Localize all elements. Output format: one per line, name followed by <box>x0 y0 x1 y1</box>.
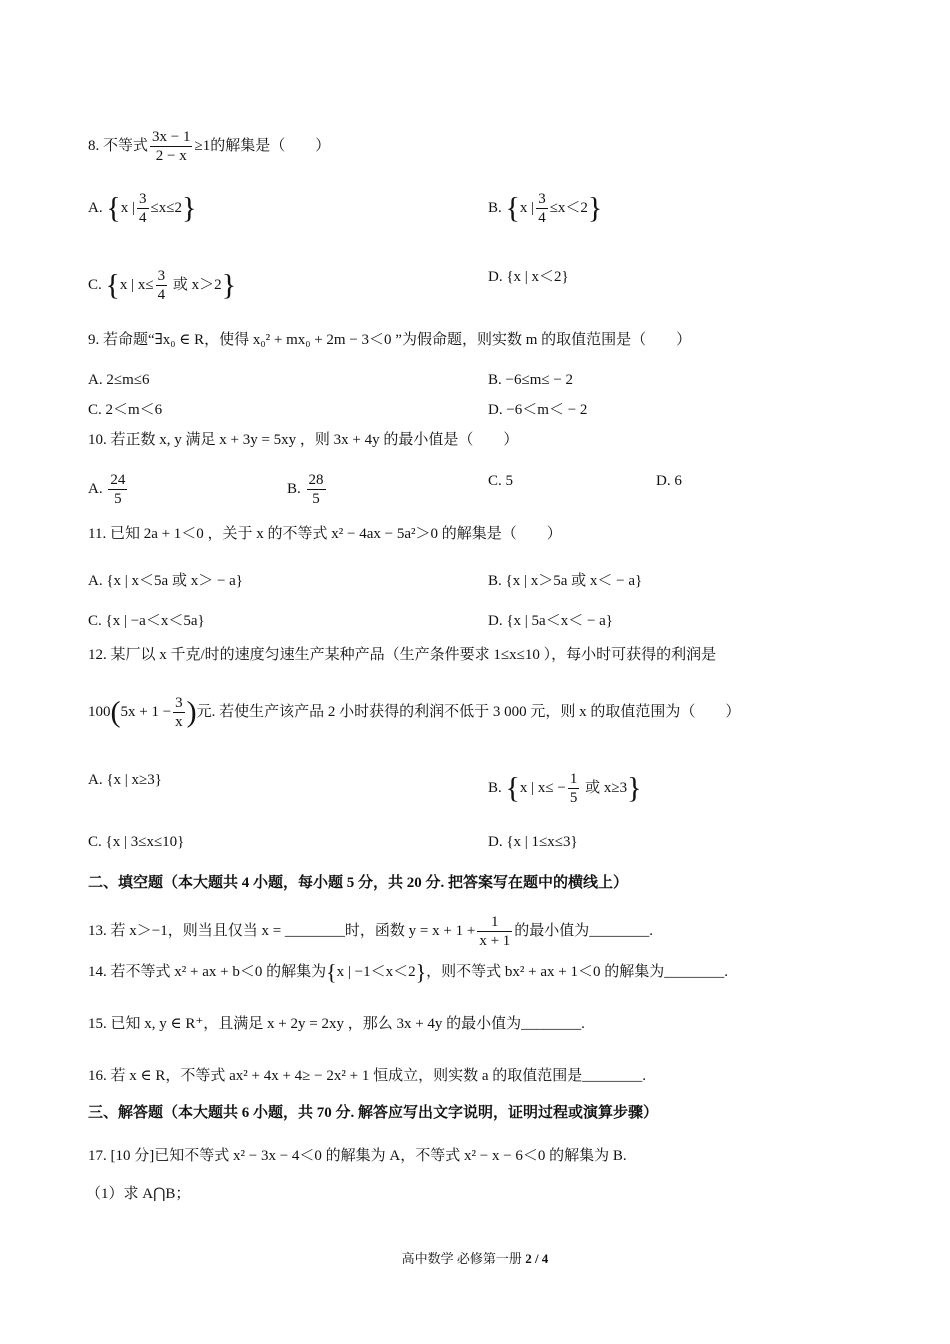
footer-subject: 高中数学 必修第一册 <box>401 1251 522 1266</box>
q11-option-c: C. {x | −a＜x＜5a} <box>88 613 205 629</box>
q8-stem <box>88 128 330 165</box>
q17-part1: （1）求 A⋂B； <box>86 1186 191 1202</box>
q10-option-b <box>287 471 328 508</box>
q12-frac <box>173 694 185 731</box>
q10-a-label: A. <box>88 480 103 497</box>
q10-option-d: D. 6 <box>656 473 682 489</box>
q8-c-num: 3 <box>157 268 166 284</box>
section-heading-solutions: 三、解答题（本大题共 6 小题，共 70 分. 解答应写出文字说明，证明过程或演算步骤） <box>88 1105 659 1121</box>
q16: 16. 若 x ∈ R，不等式 ax² + 4x + 4≥ − 2x² + 1 恒成立，则实数 a 的取值范围是________. <box>88 1068 646 1084</box>
q12-b-frac <box>568 770 580 807</box>
q8-b-den: 4 <box>538 210 546 226</box>
q13 <box>88 913 653 950</box>
q14-post: ，则不等式 bx² + ax + 1＜0 的解集为________. <box>426 964 728 980</box>
q12-option-a: A. {x | x≥3} <box>88 772 162 788</box>
q12-b-den: 5 <box>569 790 578 806</box>
q8-b-label: B. <box>488 199 502 216</box>
q12-stem-line2: 100(5x + 1 − $\frac{3}{x}$ )元. 若使生产该产品 2 小时获得的利润不低于 3 000 元，则 x 的取值范围为（ ） <box>88 695 741 730</box>
q10-b-den: 5 <box>312 491 320 507</box>
q12-b-num: 1 <box>569 771 578 787</box>
q10-a-num: 24 <box>110 472 126 488</box>
q12-option-b: B. {x | x≤ − $\frac{1}{5}$ 或 x≥3} <box>488 771 642 806</box>
q12-b-pre: x | x≤ − <box>519 779 566 796</box>
q8-stem-pre: 8. 不等式 <box>88 137 149 154</box>
q8-a-den: 4 <box>139 210 147 226</box>
section-heading-fill-in: 二、填空题（本大题共 4 小题，每小题 5 分，共 20 分. 把答案写在题中的横线上） <box>88 875 629 891</box>
q17-stem: 17. [10 分]已知不等式 x² − 3x − 4＜0 的解集为 A，不等式 x² − x − 6＜0 的解集为 B. <box>88 1148 627 1164</box>
q8-c-den: 4 <box>157 287 166 303</box>
q12-b-label: B. <box>488 779 502 796</box>
q12-stem-post: 元. 若使生产该产品 2 小时获得的利润不低于 3 000 元，则 x 的取值范围为（ ） <box>196 703 741 720</box>
q13-pre: 13. 若 x＞−1，则当且仅当 x = ________时，函数 y = x + 1 + <box>88 922 476 939</box>
q14-set: x | −1＜x＜2 <box>336 964 416 980</box>
q8-b-frac <box>536 190 548 227</box>
q8-b-post: ≤x＜2 <box>549 199 588 216</box>
q8-c-frac <box>156 267 168 304</box>
q9-option-c: C. 2＜m＜6 <box>88 402 163 418</box>
q12-stem-pre: 100 <box>88 703 111 720</box>
q11-option-d: D. {x | 5a＜x＜ − a} <box>488 613 614 629</box>
q8-fraction <box>150 128 192 165</box>
q10-b-label: B. <box>287 480 301 497</box>
q14-pre: 14. 若不等式 x² + ax + b＜0 的解集为 <box>88 964 327 980</box>
q8-a-num: 3 <box>139 191 147 207</box>
q12-frac-den: x <box>175 714 183 730</box>
q9-stem: 9. 若命题“∃x₀ ∈ R，使得 x₀² + mx₀ + 2m − 3＜0 ”为假命题，则实数 m 的取值范围是（ ） <box>88 332 692 348</box>
q10-option-a <box>88 471 129 508</box>
q8-b-pre: x | <box>519 199 535 216</box>
q15: 15. 已知 x, y ∈ R⁺，且满足 x + 2y = 2xy ，那么 3x + 4y 的最小值为________. <box>88 1016 585 1032</box>
q10-b-num: 28 <box>308 472 324 488</box>
q8-a-label: A. <box>88 199 103 216</box>
q11-option-b: B. {x | x＞5a 或 x＜ − a} <box>488 573 643 589</box>
q12-stem-inner: 5x + 1 − <box>120 703 172 720</box>
q13-frac-den: x + 1 <box>479 933 511 949</box>
q12-frac-num: 3 <box>175 695 183 711</box>
q8-option-c: C. {x | x≤ $\frac{3}{4}$ 或 x＞2} <box>88 268 237 303</box>
q8-a-pre: x | <box>120 199 136 216</box>
q8-c-pre: x | x≤ <box>119 276 154 293</box>
q13-frac-num: 1 <box>477 913 512 932</box>
q8-frac-den: 2 − x <box>155 148 187 164</box>
q8-option-b: B. {x | $\frac{3}{4}$ ≤x＜2} <box>488 191 603 226</box>
q12-stem-line1: 12. 某厂以 x 千克/时的速度匀速生产某种产品（生产条件要求 1≤x≤10 ），每小时可获得的利润是 <box>88 647 717 663</box>
q8-c-label: C. <box>88 276 102 293</box>
q14: 14. 若不等式 x² + ax + b＜0 的解集为{x | −1＜x＜2}，则不等式 bx² + ax + 1＜0 的解集为________. <box>88 959 728 985</box>
q10-b-frac <box>307 471 326 508</box>
q10-a-den: 5 <box>114 491 122 507</box>
q10-a-frac <box>108 471 127 508</box>
q11-stem: 11. 已知 2a + 1＜0 ，关于 x 的不等式 x² − 4ax − 5a²＞0 的解集是（ ） <box>88 526 562 542</box>
q8-option-a: A. {x | $\frac{3}{4}$ ≤x≤2} <box>88 191 197 226</box>
q9-option-a: A. 2≤m≤6 <box>88 372 150 388</box>
q11-option-a: A. {x | x＜5a 或 x＞ − a} <box>88 573 244 589</box>
q8-c-post: 或 x＞2 <box>169 276 222 293</box>
footer-page-number: 2 / 4 <box>525 1251 549 1266</box>
q13-post: 的最小值为________. <box>514 922 654 939</box>
q10-stem: 10. 若正数 x, y 满足 x + 3y = 5xy ，则 3x + 4y 的最小值是（ ） <box>88 432 519 448</box>
q8-stem-post: ≥1的解集是（ ） <box>194 137 331 154</box>
q8-frac-num: 3x − 1 <box>152 129 191 145</box>
q8-a-frac <box>137 190 149 227</box>
q12-option-d: D. {x | 1≤x≤3} <box>488 834 578 850</box>
q9-option-b: B. −6≤m≤ − 2 <box>488 372 574 388</box>
q12-option-c: C. {x | 3≤x≤10} <box>88 834 185 850</box>
q12-b-post: 或 x≥3 <box>581 779 628 796</box>
q13-frac <box>477 913 512 950</box>
q9-option-d: D. −6＜m＜ − 2 <box>488 402 588 418</box>
q8-a-post: ≤x≤2 <box>150 199 182 216</box>
q10-option-c: C. 5 <box>488 473 514 489</box>
page-footer <box>0 1248 950 1267</box>
q8-option-d: D. {x | x＜2} <box>488 269 569 285</box>
q8-b-num: 3 <box>538 191 546 207</box>
